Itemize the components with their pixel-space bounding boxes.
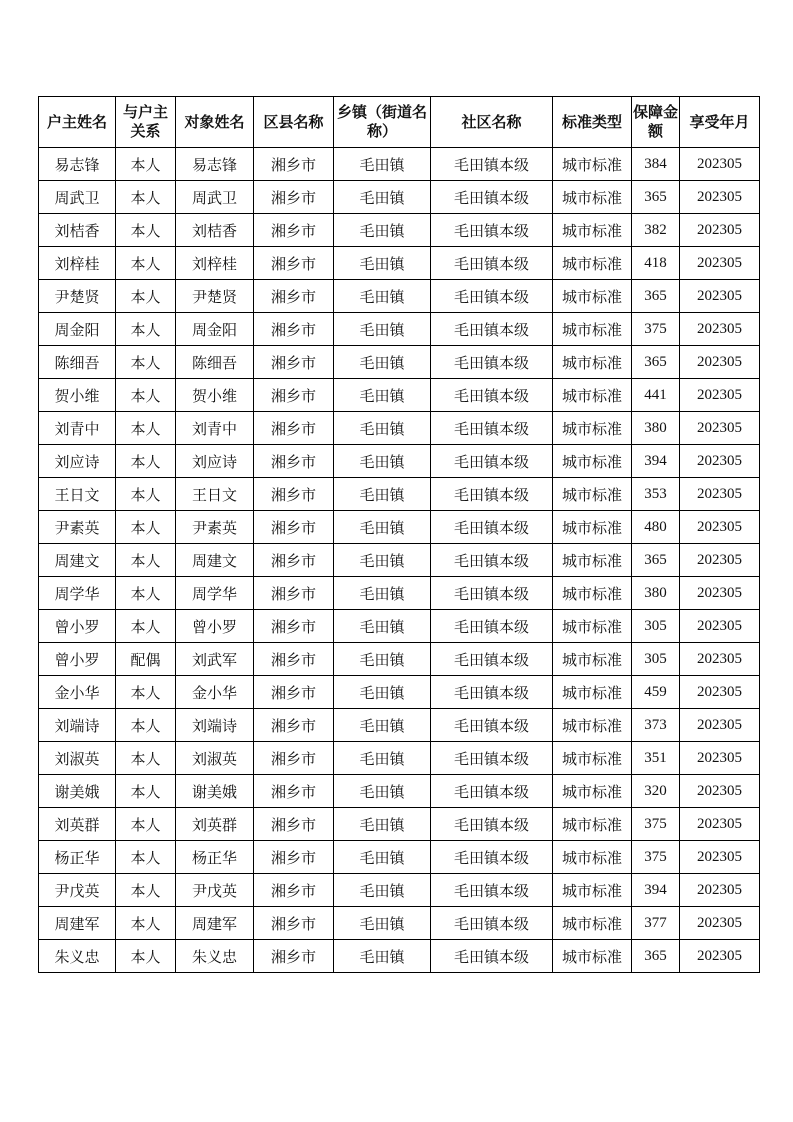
cell-county-name: 湘乡市 bbox=[254, 676, 334, 709]
cell-standard-type: 城市标准 bbox=[553, 181, 632, 214]
cell-beneficiary-name: 周学华 bbox=[176, 577, 254, 610]
cell-township-name: 毛田镇 bbox=[334, 577, 431, 610]
column-header-benefit-month: 享受年月 bbox=[680, 97, 760, 148]
cell-household-head-name: 尹素英 bbox=[39, 511, 116, 544]
cell-beneficiary-name: 周金阳 bbox=[176, 313, 254, 346]
cell-beneficiary-name: 刘英群 bbox=[176, 808, 254, 841]
cell-allowance-amount: 365 bbox=[632, 940, 680, 973]
cell-benefit-month: 202305 bbox=[680, 511, 760, 544]
cell-county-name: 湘乡市 bbox=[254, 313, 334, 346]
cell-benefit-month: 202305 bbox=[680, 478, 760, 511]
cell-county-name: 湘乡市 bbox=[254, 841, 334, 874]
cell-benefit-month: 202305 bbox=[680, 379, 760, 412]
cell-allowance-amount: 480 bbox=[632, 511, 680, 544]
column-header-beneficiary-name: 对象姓名 bbox=[176, 97, 254, 148]
cell-community-name: 毛田镇本级 bbox=[431, 610, 553, 643]
cell-benefit-month: 202305 bbox=[680, 577, 760, 610]
cell-standard-type: 城市标准 bbox=[553, 907, 632, 940]
cell-relation-to-head: 本人 bbox=[116, 214, 176, 247]
cell-allowance-amount: 365 bbox=[632, 181, 680, 214]
cell-standard-type: 城市标准 bbox=[553, 544, 632, 577]
cell-county-name: 湘乡市 bbox=[254, 379, 334, 412]
cell-standard-type: 城市标准 bbox=[553, 775, 632, 808]
cell-allowance-amount: 351 bbox=[632, 742, 680, 775]
header-row bbox=[39, 97, 760, 148]
table-row bbox=[39, 610, 760, 643]
cell-household-head-name: 金小华 bbox=[39, 676, 116, 709]
cell-allowance-amount: 384 bbox=[632, 148, 680, 181]
cell-household-head-name: 王日文 bbox=[39, 478, 116, 511]
cell-beneficiary-name: 陈细吾 bbox=[176, 346, 254, 379]
cell-community-name: 毛田镇本级 bbox=[431, 346, 553, 379]
cell-county-name: 湘乡市 bbox=[254, 808, 334, 841]
cell-township-name: 毛田镇 bbox=[334, 544, 431, 577]
cell-benefit-month: 202305 bbox=[680, 808, 760, 841]
cell-county-name: 湘乡市 bbox=[254, 247, 334, 280]
cell-standard-type: 城市标准 bbox=[553, 148, 632, 181]
cell-county-name: 湘乡市 bbox=[254, 907, 334, 940]
cell-standard-type: 城市标准 bbox=[553, 280, 632, 313]
table-row bbox=[39, 478, 760, 511]
cell-community-name: 毛田镇本级 bbox=[431, 775, 553, 808]
cell-benefit-month: 202305 bbox=[680, 181, 760, 214]
column-header-allowance-amount: 保障金额 bbox=[632, 97, 680, 148]
table-row bbox=[39, 214, 760, 247]
cell-allowance-amount: 380 bbox=[632, 412, 680, 445]
cell-benefit-month: 202305 bbox=[680, 610, 760, 643]
cell-household-head-name: 朱义忠 bbox=[39, 940, 116, 973]
table-row bbox=[39, 346, 760, 379]
cell-township-name: 毛田镇 bbox=[334, 907, 431, 940]
cell-standard-type: 城市标准 bbox=[553, 841, 632, 874]
column-header-county-name: 区县名称 bbox=[254, 97, 334, 148]
cell-household-head-name: 周武卫 bbox=[39, 181, 116, 214]
cell-community-name: 毛田镇本级 bbox=[431, 214, 553, 247]
cell-county-name: 湘乡市 bbox=[254, 577, 334, 610]
cell-relation-to-head: 本人 bbox=[116, 280, 176, 313]
cell-household-head-name: 易志锋 bbox=[39, 148, 116, 181]
column-header-household-head-name: 户主姓名 bbox=[39, 97, 116, 148]
cell-standard-type: 城市标准 bbox=[553, 214, 632, 247]
cell-relation-to-head: 本人 bbox=[116, 610, 176, 643]
cell-benefit-month: 202305 bbox=[680, 412, 760, 445]
cell-county-name: 湘乡市 bbox=[254, 511, 334, 544]
cell-beneficiary-name: 刘梓桂 bbox=[176, 247, 254, 280]
cell-standard-type: 城市标准 bbox=[553, 577, 632, 610]
cell-relation-to-head: 本人 bbox=[116, 709, 176, 742]
table-row bbox=[39, 511, 760, 544]
cell-standard-type: 城市标准 bbox=[553, 808, 632, 841]
subsistence-allowance-table bbox=[38, 96, 760, 973]
cell-household-head-name: 刘淑英 bbox=[39, 742, 116, 775]
cell-township-name: 毛田镇 bbox=[334, 841, 431, 874]
cell-standard-type: 城市标准 bbox=[553, 643, 632, 676]
cell-township-name: 毛田镇 bbox=[334, 412, 431, 445]
cell-community-name: 毛田镇本级 bbox=[431, 379, 553, 412]
cell-benefit-month: 202305 bbox=[680, 280, 760, 313]
cell-household-head-name: 曾小罗 bbox=[39, 643, 116, 676]
cell-allowance-amount: 418 bbox=[632, 247, 680, 280]
cell-standard-type: 城市标准 bbox=[553, 610, 632, 643]
cell-county-name: 湘乡市 bbox=[254, 214, 334, 247]
cell-household-head-name: 尹楚贤 bbox=[39, 280, 116, 313]
cell-community-name: 毛田镇本级 bbox=[431, 709, 553, 742]
cell-household-head-name: 杨正华 bbox=[39, 841, 116, 874]
cell-community-name: 毛田镇本级 bbox=[431, 445, 553, 478]
cell-beneficiary-name: 杨正华 bbox=[176, 841, 254, 874]
cell-benefit-month: 202305 bbox=[680, 907, 760, 940]
cell-community-name: 毛田镇本级 bbox=[431, 742, 553, 775]
cell-county-name: 湘乡市 bbox=[254, 181, 334, 214]
table-header bbox=[39, 97, 760, 148]
cell-township-name: 毛田镇 bbox=[334, 313, 431, 346]
cell-benefit-month: 202305 bbox=[680, 775, 760, 808]
cell-household-head-name: 刘青中 bbox=[39, 412, 116, 445]
cell-county-name: 湘乡市 bbox=[254, 445, 334, 478]
cell-county-name: 湘乡市 bbox=[254, 709, 334, 742]
cell-community-name: 毛田镇本级 bbox=[431, 577, 553, 610]
cell-allowance-amount: 375 bbox=[632, 841, 680, 874]
cell-benefit-month: 202305 bbox=[680, 643, 760, 676]
cell-township-name: 毛田镇 bbox=[334, 742, 431, 775]
cell-township-name: 毛田镇 bbox=[334, 511, 431, 544]
table-row bbox=[39, 841, 760, 874]
cell-household-head-name: 周建军 bbox=[39, 907, 116, 940]
cell-standard-type: 城市标准 bbox=[553, 346, 632, 379]
table-row bbox=[39, 412, 760, 445]
cell-allowance-amount: 394 bbox=[632, 445, 680, 478]
cell-allowance-amount: 375 bbox=[632, 313, 680, 346]
cell-beneficiary-name: 王日文 bbox=[176, 478, 254, 511]
cell-county-name: 湘乡市 bbox=[254, 643, 334, 676]
cell-relation-to-head: 本人 bbox=[116, 412, 176, 445]
cell-relation-to-head: 本人 bbox=[116, 511, 176, 544]
cell-township-name: 毛田镇 bbox=[334, 709, 431, 742]
cell-relation-to-head: 本人 bbox=[116, 742, 176, 775]
cell-community-name: 毛田镇本级 bbox=[431, 148, 553, 181]
cell-standard-type: 城市标准 bbox=[553, 412, 632, 445]
cell-standard-type: 城市标准 bbox=[553, 874, 632, 907]
cell-benefit-month: 202305 bbox=[680, 247, 760, 280]
cell-household-head-name: 曾小罗 bbox=[39, 610, 116, 643]
cell-relation-to-head: 本人 bbox=[116, 478, 176, 511]
cell-benefit-month: 202305 bbox=[680, 148, 760, 181]
cell-township-name: 毛田镇 bbox=[334, 808, 431, 841]
cell-community-name: 毛田镇本级 bbox=[431, 412, 553, 445]
cell-relation-to-head: 本人 bbox=[116, 940, 176, 973]
table-row bbox=[39, 544, 760, 577]
cell-benefit-month: 202305 bbox=[680, 841, 760, 874]
table-row bbox=[39, 709, 760, 742]
cell-benefit-month: 202305 bbox=[680, 676, 760, 709]
cell-allowance-amount: 380 bbox=[632, 577, 680, 610]
cell-county-name: 湘乡市 bbox=[254, 280, 334, 313]
cell-township-name: 毛田镇 bbox=[334, 643, 431, 676]
cell-beneficiary-name: 曾小罗 bbox=[176, 610, 254, 643]
cell-beneficiary-name: 刘应诗 bbox=[176, 445, 254, 478]
table-row bbox=[39, 742, 760, 775]
cell-allowance-amount: 353 bbox=[632, 478, 680, 511]
cell-beneficiary-name: 周建文 bbox=[176, 544, 254, 577]
cell-household-head-name: 谢美娥 bbox=[39, 775, 116, 808]
cell-household-head-name: 周学华 bbox=[39, 577, 116, 610]
cell-beneficiary-name: 朱义忠 bbox=[176, 940, 254, 973]
cell-township-name: 毛田镇 bbox=[334, 214, 431, 247]
table-row bbox=[39, 247, 760, 280]
table-row bbox=[39, 907, 760, 940]
cell-community-name: 毛田镇本级 bbox=[431, 874, 553, 907]
cell-county-name: 湘乡市 bbox=[254, 148, 334, 181]
cell-relation-to-head: 本人 bbox=[116, 676, 176, 709]
cell-township-name: 毛田镇 bbox=[334, 280, 431, 313]
cell-township-name: 毛田镇 bbox=[334, 445, 431, 478]
cell-household-head-name: 刘应诗 bbox=[39, 445, 116, 478]
table-row bbox=[39, 874, 760, 907]
cell-allowance-amount: 305 bbox=[632, 610, 680, 643]
cell-allowance-amount: 365 bbox=[632, 544, 680, 577]
cell-relation-to-head: 本人 bbox=[116, 808, 176, 841]
cell-household-head-name: 刘桔香 bbox=[39, 214, 116, 247]
cell-allowance-amount: 375 bbox=[632, 808, 680, 841]
cell-standard-type: 城市标准 bbox=[553, 445, 632, 478]
cell-household-head-name: 陈细吾 bbox=[39, 346, 116, 379]
cell-township-name: 毛田镇 bbox=[334, 379, 431, 412]
cell-county-name: 湘乡市 bbox=[254, 478, 334, 511]
cell-township-name: 毛田镇 bbox=[334, 775, 431, 808]
column-header-relation-to-head: 与户主关系 bbox=[116, 97, 176, 148]
cell-benefit-month: 202305 bbox=[680, 742, 760, 775]
cell-township-name: 毛田镇 bbox=[334, 247, 431, 280]
table-row bbox=[39, 379, 760, 412]
cell-county-name: 湘乡市 bbox=[254, 775, 334, 808]
cell-beneficiary-name: 尹戊英 bbox=[176, 874, 254, 907]
cell-household-head-name: 周建文 bbox=[39, 544, 116, 577]
cell-community-name: 毛田镇本级 bbox=[431, 940, 553, 973]
cell-county-name: 湘乡市 bbox=[254, 940, 334, 973]
cell-beneficiary-name: 贺小维 bbox=[176, 379, 254, 412]
cell-allowance-amount: 373 bbox=[632, 709, 680, 742]
cell-beneficiary-name: 易志锋 bbox=[176, 148, 254, 181]
cell-relation-to-head: 本人 bbox=[116, 544, 176, 577]
cell-beneficiary-name: 尹素英 bbox=[176, 511, 254, 544]
column-header-community-name: 社区名称 bbox=[431, 97, 553, 148]
cell-standard-type: 城市标准 bbox=[553, 313, 632, 346]
cell-household-head-name: 贺小维 bbox=[39, 379, 116, 412]
cell-township-name: 毛田镇 bbox=[334, 181, 431, 214]
cell-community-name: 毛田镇本级 bbox=[431, 478, 553, 511]
cell-relation-to-head: 本人 bbox=[116, 313, 176, 346]
cell-beneficiary-name: 刘端诗 bbox=[176, 709, 254, 742]
cell-standard-type: 城市标准 bbox=[553, 709, 632, 742]
cell-relation-to-head: 本人 bbox=[116, 379, 176, 412]
cell-community-name: 毛田镇本级 bbox=[431, 907, 553, 940]
cell-beneficiary-name: 刘淑英 bbox=[176, 742, 254, 775]
cell-household-head-name: 周金阳 bbox=[39, 313, 116, 346]
cell-community-name: 毛田镇本级 bbox=[431, 247, 553, 280]
table-row bbox=[39, 445, 760, 478]
table-row bbox=[39, 280, 760, 313]
cell-relation-to-head: 本人 bbox=[116, 874, 176, 907]
cell-benefit-month: 202305 bbox=[680, 544, 760, 577]
table-row bbox=[39, 940, 760, 973]
cell-beneficiary-name: 周武卫 bbox=[176, 181, 254, 214]
table-row bbox=[39, 775, 760, 808]
cell-relation-to-head: 配偶 bbox=[116, 643, 176, 676]
cell-beneficiary-name: 金小华 bbox=[176, 676, 254, 709]
cell-township-name: 毛田镇 bbox=[334, 346, 431, 379]
cell-community-name: 毛田镇本级 bbox=[431, 808, 553, 841]
cell-standard-type: 城市标准 bbox=[553, 478, 632, 511]
table-row bbox=[39, 313, 760, 346]
cell-standard-type: 城市标准 bbox=[553, 247, 632, 280]
cell-community-name: 毛田镇本级 bbox=[431, 676, 553, 709]
cell-county-name: 湘乡市 bbox=[254, 874, 334, 907]
cell-relation-to-head: 本人 bbox=[116, 346, 176, 379]
cell-standard-type: 城市标准 bbox=[553, 940, 632, 973]
cell-county-name: 湘乡市 bbox=[254, 346, 334, 379]
cell-allowance-amount: 305 bbox=[632, 643, 680, 676]
column-header-standard-type: 标准类型 bbox=[553, 97, 632, 148]
cell-county-name: 湘乡市 bbox=[254, 610, 334, 643]
cell-standard-type: 城市标准 bbox=[553, 742, 632, 775]
cell-allowance-amount: 365 bbox=[632, 346, 680, 379]
cell-relation-to-head: 本人 bbox=[116, 445, 176, 478]
cell-township-name: 毛田镇 bbox=[334, 940, 431, 973]
cell-household-head-name: 尹戊英 bbox=[39, 874, 116, 907]
table-row bbox=[39, 181, 760, 214]
table-row bbox=[39, 643, 760, 676]
cell-benefit-month: 202305 bbox=[680, 346, 760, 379]
cell-relation-to-head: 本人 bbox=[116, 907, 176, 940]
cell-relation-to-head: 本人 bbox=[116, 148, 176, 181]
cell-household-head-name: 刘梓桂 bbox=[39, 247, 116, 280]
cell-relation-to-head: 本人 bbox=[116, 247, 176, 280]
cell-community-name: 毛田镇本级 bbox=[431, 280, 553, 313]
cell-household-head-name: 刘端诗 bbox=[39, 709, 116, 742]
cell-standard-type: 城市标准 bbox=[553, 676, 632, 709]
cell-allowance-amount: 320 bbox=[632, 775, 680, 808]
cell-allowance-amount: 382 bbox=[632, 214, 680, 247]
cell-benefit-month: 202305 bbox=[680, 214, 760, 247]
cell-community-name: 毛田镇本级 bbox=[431, 841, 553, 874]
cell-standard-type: 城市标准 bbox=[553, 511, 632, 544]
cell-allowance-amount: 441 bbox=[632, 379, 680, 412]
cell-allowance-amount: 459 bbox=[632, 676, 680, 709]
cell-benefit-month: 202305 bbox=[680, 874, 760, 907]
table-row bbox=[39, 577, 760, 610]
cell-community-name: 毛田镇本级 bbox=[431, 544, 553, 577]
cell-township-name: 毛田镇 bbox=[334, 148, 431, 181]
cell-beneficiary-name: 谢美娥 bbox=[176, 775, 254, 808]
cell-standard-type: 城市标准 bbox=[553, 379, 632, 412]
cell-allowance-amount: 377 bbox=[632, 907, 680, 940]
cell-county-name: 湘乡市 bbox=[254, 742, 334, 775]
cell-township-name: 毛田镇 bbox=[334, 610, 431, 643]
cell-allowance-amount: 394 bbox=[632, 874, 680, 907]
cell-community-name: 毛田镇本级 bbox=[431, 181, 553, 214]
cell-relation-to-head: 本人 bbox=[116, 181, 176, 214]
cell-beneficiary-name: 周建军 bbox=[176, 907, 254, 940]
table-body bbox=[39, 148, 760, 973]
cell-township-name: 毛田镇 bbox=[334, 478, 431, 511]
cell-community-name: 毛田镇本级 bbox=[431, 511, 553, 544]
cell-community-name: 毛田镇本级 bbox=[431, 643, 553, 676]
cell-township-name: 毛田镇 bbox=[334, 874, 431, 907]
cell-benefit-month: 202305 bbox=[680, 445, 760, 478]
table-row bbox=[39, 676, 760, 709]
column-header-township-name: 乡镇（街道名称） bbox=[334, 97, 431, 148]
cell-benefit-month: 202305 bbox=[680, 940, 760, 973]
cell-benefit-month: 202305 bbox=[680, 709, 760, 742]
cell-benefit-month: 202305 bbox=[680, 313, 760, 346]
cell-household-head-name: 刘英群 bbox=[39, 808, 116, 841]
cell-township-name: 毛田镇 bbox=[334, 676, 431, 709]
cell-beneficiary-name: 刘桔香 bbox=[176, 214, 254, 247]
cell-beneficiary-name: 刘武军 bbox=[176, 643, 254, 676]
cell-relation-to-head: 本人 bbox=[116, 775, 176, 808]
table-row bbox=[39, 148, 760, 181]
cell-county-name: 湘乡市 bbox=[254, 544, 334, 577]
cell-community-name: 毛田镇本级 bbox=[431, 313, 553, 346]
cell-relation-to-head: 本人 bbox=[116, 841, 176, 874]
table-row bbox=[39, 808, 760, 841]
cell-county-name: 湘乡市 bbox=[254, 412, 334, 445]
cell-beneficiary-name: 刘青中 bbox=[176, 412, 254, 445]
cell-allowance-amount: 365 bbox=[632, 280, 680, 313]
cell-beneficiary-name: 尹楚贤 bbox=[176, 280, 254, 313]
cell-relation-to-head: 本人 bbox=[116, 577, 176, 610]
